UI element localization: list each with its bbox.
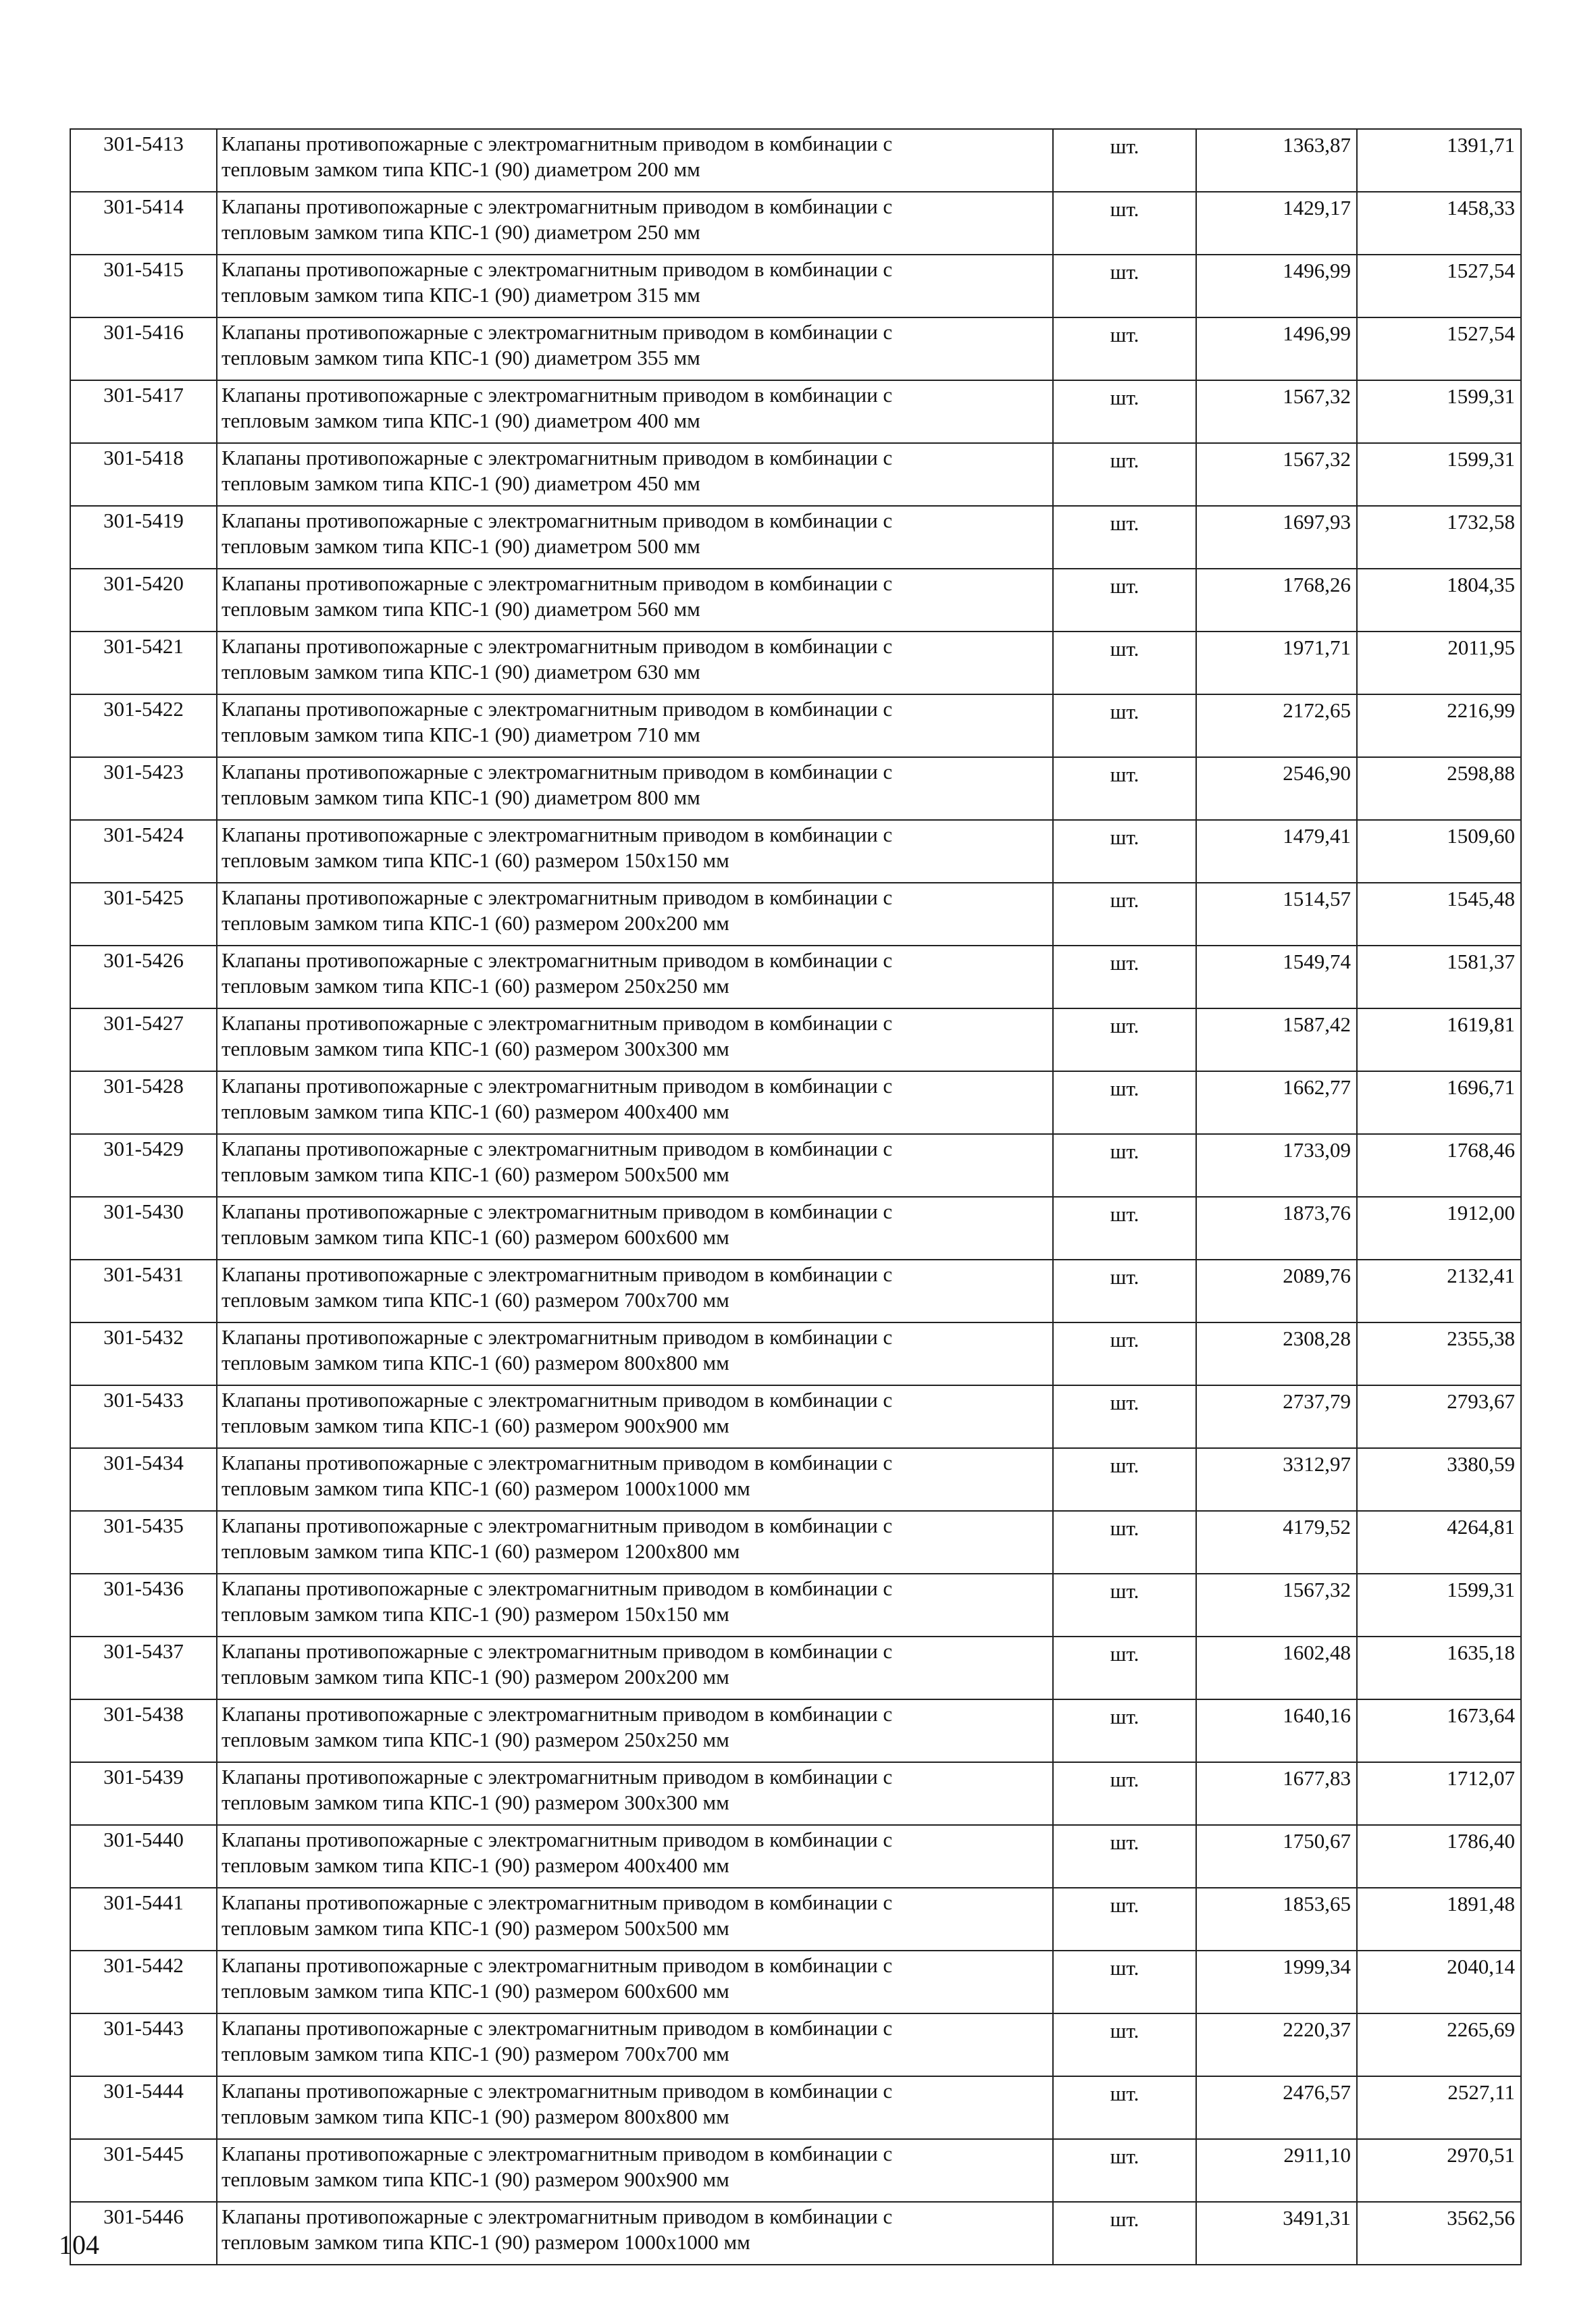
item-unit: шт. [1053, 1574, 1196, 1637]
item-code: 301-5417 [70, 380, 217, 443]
item-code: 301-5414 [70, 192, 217, 255]
item-code: 301-5415 [70, 255, 217, 317]
item-price-1: 3491,31 [1196, 2202, 1357, 2265]
item-description [217, 1951, 1053, 2013]
table-body [70, 129, 1521, 2265]
item-description-line-1: Клапаны противопожарные с электромагнитным приводом в комбинации с [222, 1639, 893, 1663]
item-price-2: 2598,88 [1357, 757, 1521, 820]
item-description-line-1: Клапаны противопожарные с электромагнитным приводом в комбинации с [222, 1262, 893, 1286]
item-unit: шт. [1053, 255, 1196, 317]
item-description [217, 1134, 1053, 1197]
item-price-2: 2793,67 [1357, 1385, 1521, 1448]
table-row [70, 1511, 1521, 1574]
item-description-line-2: тепловым замком типа КПС-1 (60) размером 400х400 мм [222, 1100, 729, 1123]
item-description-line-1: Клапаны противопожарные с электромагнитным приводом в комбинации с [222, 697, 893, 721]
item-description [217, 1762, 1053, 1825]
item-price-1: 1479,41 [1196, 820, 1357, 883]
table-row [70, 1888, 1521, 1951]
item-price-2: 1599,31 [1357, 443, 1521, 506]
item-price-1: 1549,74 [1196, 946, 1357, 1008]
item-description-line-1: Клапаны противопожарные с электромагнитным приводом в комбинации с [222, 634, 893, 658]
item-price-2: 2040,14 [1357, 1951, 1521, 2013]
table-row [70, 380, 1521, 443]
item-description [217, 1197, 1053, 1260]
table-row [70, 1260, 1521, 1322]
item-description-line-1: Клапаны противопожарные с электромагнитным приводом в комбинации с [222, 1891, 893, 1914]
item-description-line-1: Клапаны противопожарные с электромагнитным приводом в комбинации с [222, 760, 893, 783]
item-price-1: 4179,52 [1196, 1511, 1357, 1574]
table-row [70, 255, 1521, 317]
item-description-line-1: Клапаны противопожарные с электромагнитным приводом в комбинации с [222, 1702, 893, 1726]
table-row [70, 443, 1521, 506]
item-unit: шт. [1053, 1008, 1196, 1071]
item-description [217, 1511, 1053, 1574]
item-price-1: 2476,57 [1196, 2076, 1357, 2139]
table-row [70, 2202, 1521, 2265]
table-row [70, 506, 1521, 569]
item-price-1: 1768,26 [1196, 569, 1357, 632]
item-price-1: 1733,09 [1196, 1134, 1357, 1197]
item-description-line-2: тепловым замком типа КПС-1 (90) диаметром 630 мм [222, 660, 700, 684]
item-unit: шт. [1053, 1071, 1196, 1134]
item-code: 301-5436 [70, 1574, 217, 1637]
item-code: 301-5428 [70, 1071, 217, 1134]
item-code: 301-5419 [70, 506, 217, 569]
item-code: 301-5424 [70, 820, 217, 883]
item-price-2: 2011,95 [1357, 632, 1521, 694]
table-row [70, 1825, 1521, 1888]
table-row [70, 883, 1521, 946]
item-description [217, 192, 1053, 255]
item-price-1: 1662,77 [1196, 1071, 1357, 1134]
item-price-1: 2172,65 [1196, 694, 1357, 757]
item-description [217, 129, 1053, 192]
item-description-line-1: Клапаны противопожарные с электромагнитным приводом в комбинации с [222, 1765, 893, 1789]
item-price-1: 2308,28 [1196, 1322, 1357, 1385]
item-description-line-2: тепловым замком типа КПС-1 (90) размером 1000х1000 мм [222, 2230, 750, 2254]
item-code: 301-5418 [70, 443, 217, 506]
item-price-2: 1545,48 [1357, 883, 1521, 946]
item-unit: шт. [1053, 1762, 1196, 1825]
item-description [217, 1260, 1053, 1322]
item-unit: шт. [1053, 317, 1196, 380]
item-description-line-2: тепловым замком типа КПС-1 (90) диаметром 200 мм [222, 157, 700, 181]
item-price-1: 1602,48 [1196, 1637, 1357, 1699]
item-price-2: 1712,07 [1357, 1762, 1521, 1825]
item-description [217, 1385, 1053, 1448]
item-description [217, 2076, 1053, 2139]
item-description-line-2: тепловым замком типа КПС-1 (60) размером 250х250 мм [222, 974, 729, 998]
item-unit: шт. [1053, 2076, 1196, 2139]
item-code: 301-5434 [70, 1448, 217, 1511]
table-row [70, 1699, 1521, 1762]
item-unit: шт. [1053, 1951, 1196, 2013]
item-price-2: 1581,37 [1357, 946, 1521, 1008]
item-unit: шт. [1053, 1888, 1196, 1951]
item-unit: шт. [1053, 2013, 1196, 2076]
item-price-2: 1527,54 [1357, 317, 1521, 380]
item-price-2: 1786,40 [1357, 1825, 1521, 1888]
item-price-2: 1619,81 [1357, 1008, 1521, 1071]
item-description [217, 883, 1053, 946]
item-unit: шт. [1053, 1385, 1196, 1448]
item-description-line-1: Клапаны противопожарные с электромагнитным приводом в комбинации с [222, 2016, 893, 2040]
item-code: 301-5437 [70, 1637, 217, 1699]
item-code: 301-5440 [70, 1825, 217, 1888]
item-description-line-2: тепловым замком типа КПС-1 (60) размером 150х150 мм [222, 848, 729, 872]
item-price-1: 1750,67 [1196, 1825, 1357, 1888]
item-unit: шт. [1053, 694, 1196, 757]
item-description-line-2: тепловым замком типа КПС-1 (90) размером 400х400 мм [222, 1853, 729, 1877]
item-unit: шт. [1053, 632, 1196, 694]
item-description-line-2: тепловым замком типа КПС-1 (90) диаметром 250 мм [222, 220, 700, 244]
item-code: 301-5430 [70, 1197, 217, 1260]
item-description-line-2: тепловым замком типа КПС-1 (60) размером 900х900 мм [222, 1414, 729, 1437]
item-description-line-2: тепловым замком типа КПС-1 (90) размером 300х300 мм [222, 1791, 729, 1814]
item-description-line-2: тепловым замком типа КПС-1 (90) размером 800х800 мм [222, 2105, 729, 2128]
item-price-1: 1514,57 [1196, 883, 1357, 946]
item-price-2: 1768,46 [1357, 1134, 1521, 1197]
item-unit: шт. [1053, 192, 1196, 255]
item-code: 301-5425 [70, 883, 217, 946]
item-description [217, 569, 1053, 632]
item-unit: шт. [1053, 2202, 1196, 2265]
table-row [70, 317, 1521, 380]
item-description-line-2: тепловым замком типа КПС-1 (90) размером 250х250 мм [222, 1728, 729, 1751]
item-description-line-1: Клапаны противопожарные с электромагнитным приводом в комбинации с [222, 2079, 893, 2103]
item-description-line-2: тепловым замком типа КПС-1 (90) размером 200х200 мм [222, 1665, 729, 1689]
item-description [217, 1699, 1053, 1762]
item-price-2: 2265,69 [1357, 2013, 1521, 2076]
item-description-line-2: тепловым замком типа КПС-1 (60) размером 800х800 мм [222, 1351, 729, 1374]
table-row [70, 1448, 1521, 1511]
item-unit: шт. [1053, 1260, 1196, 1322]
table-row [70, 694, 1521, 757]
item-description-line-1: Клапаны противопожарные с электромагнитным приводом в комбинации с [222, 132, 893, 155]
item-description [217, 946, 1053, 1008]
item-price-2: 1391,71 [1357, 129, 1521, 192]
item-price-1: 1363,87 [1196, 129, 1357, 192]
table-row [70, 1134, 1521, 1197]
item-code: 301-5439 [70, 1762, 217, 1825]
item-unit: шт. [1053, 1637, 1196, 1699]
item-price-2: 1509,60 [1357, 820, 1521, 883]
item-price-2: 1458,33 [1357, 192, 1521, 255]
item-price-1: 1567,32 [1196, 1574, 1357, 1637]
item-price-2: 1599,31 [1357, 380, 1521, 443]
item-description [217, 694, 1053, 757]
item-code: 301-5446 [70, 2202, 217, 2265]
item-code: 301-5422 [70, 694, 217, 757]
item-description-line-1: Клапаны противопожарные с электромагнитным приводом в комбинации с [222, 948, 893, 972]
item-price-1: 1697,93 [1196, 506, 1357, 569]
item-description-line-1: Клапаны противопожарные с электромагнитным приводом в комбинации с [222, 383, 893, 407]
item-description [217, 317, 1053, 380]
item-price-1: 1640,16 [1196, 1699, 1357, 1762]
item-description-line-1: Клапаны противопожарные с электромагнитным приводом в комбинации с [222, 1074, 893, 1098]
item-price-1: 1567,32 [1196, 443, 1357, 506]
item-code: 301-5416 [70, 317, 217, 380]
item-description-line-1: Клапаны противопожарные с электромагнитным приводом в комбинации с [222, 1200, 893, 1223]
item-price-1: 2089,76 [1196, 1260, 1357, 1322]
table-row [70, 2076, 1521, 2139]
item-unit: шт. [1053, 1825, 1196, 1888]
item-code: 301-5427 [70, 1008, 217, 1071]
item-description-line-2: тепловым замком типа КПС-1 (60) размером 300х300 мм [222, 1037, 729, 1060]
item-description [217, 380, 1053, 443]
item-unit: шт. [1053, 1322, 1196, 1385]
item-description [217, 1825, 1053, 1888]
item-description-line-2: тепловым замком типа КПС-1 (60) размером 200х200 мм [222, 911, 729, 935]
item-price-1: 1587,42 [1196, 1008, 1357, 1071]
item-code: 301-5431 [70, 1260, 217, 1322]
item-unit: шт. [1053, 1511, 1196, 1574]
item-price-1: 1853,65 [1196, 1888, 1357, 1951]
item-description-line-1: Клапаны противопожарные с электромагнитным приводом в комбинации с [222, 823, 893, 846]
item-description [217, 820, 1053, 883]
item-description-line-1: Клапаны противопожарные с электромагнитным приводом в комбинации с [222, 195, 893, 218]
item-description-line-2: тепловым замком типа КПС-1 (60) размером 700х700 мм [222, 1288, 729, 1312]
item-price-1: 3312,97 [1196, 1448, 1357, 1511]
item-code: 301-5442 [70, 1951, 217, 2013]
item-description-line-2: тепловым замком типа КПС-1 (60) размером 1200х800 мм [222, 1539, 740, 1563]
item-description [217, 506, 1053, 569]
item-description [217, 255, 1053, 317]
item-description-line-2: тепловым замком типа КПС-1 (90) диаметром 400 мм [222, 409, 700, 432]
item-description [217, 632, 1053, 694]
item-unit: шт. [1053, 569, 1196, 632]
item-price-2: 3380,59 [1357, 1448, 1521, 1511]
item-description-line-1: Клапаны противопожарные с электромагнитным приводом в комбинации с [222, 1011, 893, 1035]
item-code: 301-5444 [70, 2076, 217, 2139]
item-code: 301-5429 [70, 1134, 217, 1197]
item-price-2: 4264,81 [1357, 1511, 1521, 1574]
item-price-2: 2132,41 [1357, 1260, 1521, 1322]
item-description-line-1: Клапаны противопожарные с электромагнитным приводом в комбинации с [222, 1828, 893, 1851]
item-description [217, 1448, 1053, 1511]
table-row [70, 1637, 1521, 1699]
item-description [217, 1322, 1053, 1385]
item-unit: шт. [1053, 2139, 1196, 2202]
item-code: 301-5441 [70, 1888, 217, 1951]
item-price-1: 1999,34 [1196, 1951, 1357, 2013]
item-unit: шт. [1053, 380, 1196, 443]
item-price-1: 1567,32 [1196, 380, 1357, 443]
item-description [217, 2202, 1053, 2265]
item-price-1: 2220,37 [1196, 2013, 1357, 2076]
item-code: 301-5413 [70, 129, 217, 192]
item-unit: шт. [1053, 946, 1196, 1008]
item-description [217, 443, 1053, 506]
item-price-2: 1696,71 [1357, 1071, 1521, 1134]
item-description-line-1: Клапаны противопожарные с электромагнитным приводом в комбинации с [222, 1325, 893, 1349]
item-price-2: 1891,48 [1357, 1888, 1521, 1951]
item-description [217, 757, 1053, 820]
item-code: 301-5423 [70, 757, 217, 820]
item-description-line-2: тепловым замком типа КПС-1 (90) размером 600х600 мм [222, 1979, 729, 2003]
item-price-2: 2970,51 [1357, 2139, 1521, 2202]
item-description-line-1: Клапаны противопожарные с электромагнитным приводом в комбинации с [222, 1953, 893, 1977]
item-price-2: 1635,18 [1357, 1637, 1521, 1699]
item-code: 301-5435 [70, 1511, 217, 1574]
table-row [70, 632, 1521, 694]
price-table [70, 128, 1522, 2265]
item-description-line-1: Клапаны противопожарные с электромагнитным приводом в комбинации с [222, 1388, 893, 1412]
item-description-line-2: тепловым замком типа КПС-1 (60) размером 500х500 мм [222, 1162, 729, 1186]
item-description [217, 1071, 1053, 1134]
item-description-line-2: тепловым замком типа КПС-1 (90) диаметром 560 мм [222, 597, 700, 621]
item-price-1: 1873,76 [1196, 1197, 1357, 1260]
item-price-1: 1677,83 [1196, 1762, 1357, 1825]
item-price-1: 1429,17 [1196, 192, 1357, 255]
table-row [70, 569, 1521, 632]
item-description-line-1: Клапаны противопожарные с электромагнитным приводом в комбинации с [222, 257, 893, 281]
item-description [217, 2013, 1053, 2076]
item-price-1: 2911,10 [1196, 2139, 1357, 2202]
item-description-line-1: Клапаны противопожарные с электромагнитным приводом в комбинации с [222, 2142, 893, 2165]
table-row [70, 946, 1521, 1008]
item-unit: шт. [1053, 820, 1196, 883]
item-description-line-1: Клапаны противопожарные с электромагнитным приводом в комбинации с [222, 1514, 893, 1537]
item-description-line-2: тепловым замком типа КПС-1 (90) размером 150х150 мм [222, 1602, 729, 1626]
item-description [217, 2139, 1053, 2202]
item-description-line-1: Клапаны противопожарные с электромагнитным приводом в комбинации с [222, 446, 893, 469]
item-description-line-1: Клапаны противопожарные с электромагнитным приводом в комбинации с [222, 320, 893, 344]
table-row [70, 129, 1521, 192]
item-unit: шт. [1053, 1448, 1196, 1511]
item-price-2: 1599,31 [1357, 1574, 1521, 1637]
item-description-line-2: тепловым замком типа КПС-1 (90) размером 700х700 мм [222, 2042, 729, 2065]
item-description-line-2: тепловым замком типа КПС-1 (90) диаметром 800 мм [222, 786, 700, 809]
item-description-line-2: тепловым замком типа КПС-1 (90) размером 900х900 мм [222, 2167, 729, 2191]
item-description-line-2: тепловым замком типа КПС-1 (90) диаметром 450 мм [222, 471, 700, 495]
item-description-line-2: тепловым замком типа КПС-1 (90) диаметром 355 мм [222, 346, 700, 369]
item-description-line-1: Клапаны противопожарные с электромагнитным приводом в комбинации с [222, 2205, 893, 2228]
table-row [70, 2013, 1521, 2076]
item-price-2: 3562,56 [1357, 2202, 1521, 2265]
table-row [70, 1385, 1521, 1448]
item-description-line-1: Клапаны противопожарные с электромагнитным приводом в комбинации с [222, 571, 893, 595]
item-description [217, 1574, 1053, 1637]
item-description-line-1: Клапаны противопожарные с электромагнитным приводом в комбинации с [222, 885, 893, 909]
item-price-1: 1496,99 [1196, 317, 1357, 380]
item-description [217, 1888, 1053, 1951]
item-price-2: 1732,58 [1357, 506, 1521, 569]
item-price-2: 1912,00 [1357, 1197, 1521, 1260]
table-row [70, 1951, 1521, 2013]
item-price-2: 1527,54 [1357, 255, 1521, 317]
item-code: 301-5421 [70, 632, 217, 694]
item-description [217, 1637, 1053, 1699]
item-price-1: 1496,99 [1196, 255, 1357, 317]
table-row [70, 1071, 1521, 1134]
item-unit: шт. [1053, 757, 1196, 820]
item-unit: шт. [1053, 443, 1196, 506]
table-row [70, 1197, 1521, 1260]
item-description-line-1: Клапаны противопожарные с электромагнитным приводом в комбинации с [222, 509, 893, 532]
item-unit: шт. [1053, 1197, 1196, 1260]
table-row [70, 1322, 1521, 1385]
item-price-1: 1971,71 [1196, 632, 1357, 694]
table-row [70, 757, 1521, 820]
item-price-2: 2527,11 [1357, 2076, 1521, 2139]
item-description-line-1: Клапаны противопожарные с электромагнитным приводом в комбинации с [222, 1137, 893, 1160]
item-code: 301-5438 [70, 1699, 217, 1762]
table-row [70, 192, 1521, 255]
item-code: 301-5426 [70, 946, 217, 1008]
item-description [217, 1008, 1053, 1071]
item-price-1: 2737,79 [1196, 1385, 1357, 1448]
item-description-line-1: Клапаны противопожарные с электромагнитным приводом в комбинации с [222, 1576, 893, 1600]
table-row [70, 820, 1521, 883]
item-code: 301-5443 [70, 2013, 217, 2076]
table-row [70, 1574, 1521, 1637]
item-description-line-2: тепловым замком типа КПС-1 (90) размером 500х500 мм [222, 1916, 729, 1940]
item-code: 301-5420 [70, 569, 217, 632]
item-unit: шт. [1053, 129, 1196, 192]
page-number: 104 [59, 2230, 99, 2260]
item-price-1: 2546,90 [1196, 757, 1357, 820]
item-description-line-2: тепловым замком типа КПС-1 (90) диаметром 315 мм [222, 283, 700, 307]
item-price-2: 2355,38 [1357, 1322, 1521, 1385]
table-row [70, 1762, 1521, 1825]
item-description-line-2: тепловым замком типа КПС-1 (60) размером 1000х1000 мм [222, 1476, 750, 1500]
item-price-2: 1673,64 [1357, 1699, 1521, 1762]
item-price-2: 2216,99 [1357, 694, 1521, 757]
table-row [70, 2139, 1521, 2202]
item-unit: шт. [1053, 506, 1196, 569]
item-description-line-1: Клапаны противопожарные с электромагнитным приводом в комбинации с [222, 1451, 893, 1474]
item-unit: шт. [1053, 1699, 1196, 1762]
item-description-line-2: тепловым замком типа КПС-1 (90) диаметром 500 мм [222, 534, 700, 558]
item-unit: шт. [1053, 883, 1196, 946]
item-code: 301-5432 [70, 1322, 217, 1385]
item-code: 301-5445 [70, 2139, 217, 2202]
item-description-line-2: тепловым замком типа КПС-1 (60) размером 600х600 мм [222, 1225, 729, 1249]
item-price-2: 1804,35 [1357, 569, 1521, 632]
item-code: 301-5433 [70, 1385, 217, 1448]
item-unit: шт. [1053, 1134, 1196, 1197]
item-description-line-2: тепловым замком типа КПС-1 (90) диаметром 710 мм [222, 723, 700, 746]
table-row [70, 1008, 1521, 1071]
